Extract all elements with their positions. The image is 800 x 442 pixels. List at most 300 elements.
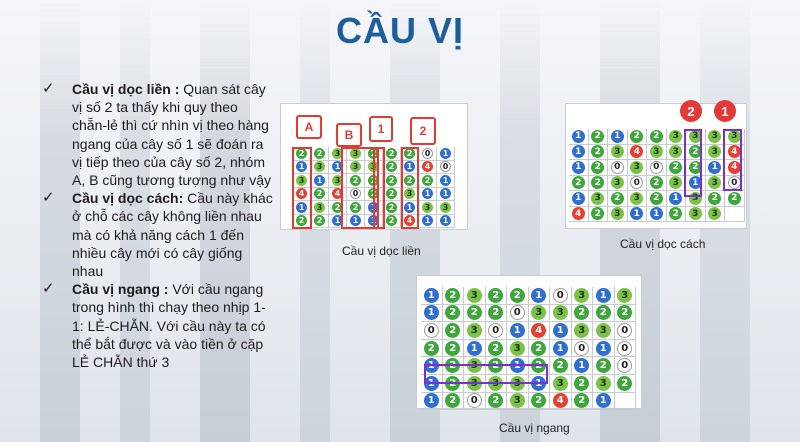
grid-cell xyxy=(464,287,486,305)
number-ball: 2 xyxy=(467,305,482,320)
grid-cell xyxy=(437,188,455,202)
number-ball: 2 xyxy=(386,202,397,213)
number-ball: 4 xyxy=(422,161,433,172)
grid-cell xyxy=(311,188,329,202)
number-ball: 1 xyxy=(531,288,546,303)
number-ball: 3 xyxy=(553,376,568,391)
number-ball: 2 xyxy=(650,130,663,143)
grid-cell xyxy=(437,147,455,161)
number-ball: 1 xyxy=(440,215,451,226)
number-ball: 3 xyxy=(332,175,343,186)
number-ball: 4 xyxy=(553,393,568,408)
number-ball: 4 xyxy=(728,161,741,174)
grid-cell xyxy=(647,129,667,145)
number-ball: 2 xyxy=(386,215,397,226)
grid-cell xyxy=(569,207,589,223)
number-ball: 1 xyxy=(404,202,415,213)
grid-cell xyxy=(589,145,609,161)
grid-cell xyxy=(572,375,594,393)
grid-cell xyxy=(628,191,648,207)
number-ball: 1 xyxy=(368,202,379,213)
grid-cell xyxy=(593,375,615,393)
number-ball: 1 xyxy=(572,192,585,205)
caption-doc-cach: Cầu vị dọc cách xyxy=(620,237,706,251)
grid-cell xyxy=(421,305,443,323)
number-ball: 0 xyxy=(510,305,525,320)
grid-cell xyxy=(615,357,637,375)
grid-cell xyxy=(608,145,628,161)
grid-cell xyxy=(550,357,572,375)
grid-cell xyxy=(311,201,329,215)
number-ball: 2 xyxy=(708,192,721,205)
grid-cell xyxy=(593,393,615,411)
number-ball: 1 xyxy=(531,376,546,391)
grid-cell xyxy=(572,357,594,375)
bullet-list xyxy=(42,80,274,371)
number-ball: 3 xyxy=(574,288,589,303)
grid-cell xyxy=(464,393,486,411)
grid-cell xyxy=(569,145,589,161)
number-ball: 3 xyxy=(368,161,379,172)
grid-cell xyxy=(486,305,508,323)
number-ball: 1 xyxy=(553,341,568,356)
number-ball: 3 xyxy=(650,145,663,158)
tag-2: 2 xyxy=(680,100,702,122)
number-ball: 2 xyxy=(296,148,307,159)
number-ball: 1 xyxy=(611,130,624,143)
grid-cell xyxy=(486,287,508,305)
check-icon: ✓ xyxy=(42,189,55,207)
grid-cell xyxy=(593,305,615,323)
number-ball: 0 xyxy=(467,393,482,408)
grid-cell xyxy=(421,322,443,340)
number-ball: 2 xyxy=(574,393,589,408)
number-ball: 2 xyxy=(350,175,361,186)
number-ball: 1 xyxy=(368,215,379,226)
number-ball: 3 xyxy=(467,358,482,373)
number-ball: 0 xyxy=(611,161,624,174)
number-ball: 2 xyxy=(350,202,361,213)
number-ball: 2 xyxy=(553,358,568,373)
number-ball: 3 xyxy=(689,207,702,220)
number-ball: 1 xyxy=(650,207,663,220)
number-ball: 2 xyxy=(314,148,325,159)
grid-cell xyxy=(311,215,329,229)
grid-cell xyxy=(593,287,615,305)
number-ball: 1 xyxy=(510,323,525,338)
grid-cell xyxy=(589,191,609,207)
number-ball: 0 xyxy=(553,288,568,303)
grid-cell xyxy=(311,147,329,161)
number-ball: 1 xyxy=(467,341,482,356)
number-ball: 3 xyxy=(689,130,702,143)
grid-cell xyxy=(507,305,529,323)
number-ball: 1 xyxy=(596,288,611,303)
number-ball: 2 xyxy=(445,393,460,408)
grid-cell xyxy=(569,176,589,192)
grid-cell xyxy=(419,174,437,188)
number-ball: 3 xyxy=(728,130,741,143)
number-ball: 2 xyxy=(617,305,632,320)
number-ball: 1 xyxy=(422,188,433,199)
number-ball: 1 xyxy=(424,393,439,408)
grid-cell xyxy=(628,160,648,176)
bullet-text: Quan sát cây vị số 2 ta thấy khi quy theo chẵn-lẻ thì cứ nhìn vị theo hàng ngang của cây số 1 sẽ đoán ra vị tiếp theo của cây số 2, nhóm A, B cũng tương tượng như vậy xyxy=(72,81,272,189)
tag-a: A xyxy=(296,115,322,139)
number-ball: 2 xyxy=(591,207,604,220)
grid-cell xyxy=(593,357,615,375)
grid-cell xyxy=(383,201,401,215)
grid-cell xyxy=(725,191,745,207)
number-ball: 3 xyxy=(669,130,682,143)
number-ball: 2 xyxy=(386,175,397,186)
bullet-heading: Cầu vị dọc liền : xyxy=(72,81,180,97)
grid-cell xyxy=(486,393,508,411)
number-ball: 1 xyxy=(596,393,611,408)
number-ball: 3 xyxy=(669,145,682,158)
tag-1: 1 xyxy=(369,116,393,142)
grid-cell xyxy=(529,287,551,305)
grid-cell xyxy=(572,287,594,305)
number-ball: 3 xyxy=(467,288,482,303)
number-ball: 2 xyxy=(424,341,439,356)
grid-cell xyxy=(615,375,637,393)
number-ball: 2 xyxy=(591,176,604,189)
number-ball: 1 xyxy=(296,161,307,172)
number-ball: 3 xyxy=(708,176,721,189)
grid-cell xyxy=(647,176,667,192)
number-ball: 4 xyxy=(404,215,415,226)
grid-cell xyxy=(550,340,572,358)
number-ball: 2 xyxy=(368,148,379,159)
grid-cell xyxy=(628,145,648,161)
number-ball: 2 xyxy=(488,393,503,408)
grid-cell xyxy=(550,393,572,411)
number-ball: 2 xyxy=(572,176,585,189)
grid-cell xyxy=(628,176,648,192)
number-ball: 1 xyxy=(424,376,439,391)
number-ball: 1 xyxy=(572,145,585,158)
grid-cell xyxy=(507,287,529,305)
grid-cell xyxy=(419,161,437,175)
number-ball: 2 xyxy=(596,358,611,373)
grid-cell xyxy=(550,287,572,305)
check-icon: ✓ xyxy=(42,80,55,97)
grid-cell xyxy=(569,160,589,176)
grid-cell xyxy=(464,340,486,358)
grid-cell xyxy=(421,287,443,305)
number-ball: 1 xyxy=(572,130,585,143)
grid-cell xyxy=(593,322,615,340)
grid-cell xyxy=(608,129,628,145)
grid-cell xyxy=(647,207,667,223)
number-ball: 0 xyxy=(630,176,643,189)
number-ball: 2 xyxy=(386,148,397,159)
number-ball: 2 xyxy=(531,358,546,373)
grid-cell xyxy=(443,287,465,305)
number-ball: 2 xyxy=(445,288,460,303)
number-ball: 0 xyxy=(728,176,741,189)
number-ball: 1 xyxy=(424,358,439,373)
number-ball: 3 xyxy=(440,202,451,213)
grid-cell xyxy=(383,188,401,202)
grid-cell xyxy=(437,215,455,229)
number-ball: 3 xyxy=(617,288,632,303)
grid-cell xyxy=(421,393,443,411)
number-ball: 0 xyxy=(617,341,632,356)
number-ball: 3 xyxy=(314,161,325,172)
grid-cell xyxy=(419,147,437,161)
number-ball: 2 xyxy=(386,161,397,172)
grid-cell xyxy=(443,322,465,340)
grid-cell xyxy=(647,160,667,176)
number-ball: 1 xyxy=(572,161,585,174)
number-ball: 1 xyxy=(510,358,525,373)
grid-cell xyxy=(569,191,589,207)
number-ball: 2 xyxy=(531,341,546,356)
number-ball: 3 xyxy=(591,192,604,205)
number-ball: 3 xyxy=(510,393,525,408)
grid-cell xyxy=(628,207,648,223)
number-ball: 3 xyxy=(596,323,611,338)
number-ball: 3 xyxy=(574,323,589,338)
grid-cell xyxy=(419,215,437,229)
highlight-1 xyxy=(723,129,742,191)
highlight-2 xyxy=(684,129,702,197)
number-ball: 4 xyxy=(630,145,643,158)
tag-2: 2 xyxy=(410,117,436,145)
number-ball: 1 xyxy=(296,202,307,213)
grid-cell xyxy=(550,375,572,393)
number-ball: 3 xyxy=(630,192,643,205)
grid-cell xyxy=(628,129,648,145)
number-ball: 2 xyxy=(296,215,307,226)
grid-cell xyxy=(572,340,594,358)
grid-cell xyxy=(437,174,455,188)
highlight-a xyxy=(292,147,312,229)
number-ball: 2 xyxy=(531,393,546,408)
number-ball: 0 xyxy=(440,161,451,172)
number-ball: 0 xyxy=(574,341,589,356)
number-ball: 2 xyxy=(488,358,503,373)
grid-cell xyxy=(486,340,508,358)
number-ball: 2 xyxy=(591,145,604,158)
number-ball: 3 xyxy=(553,305,568,320)
number-ball: 3 xyxy=(611,176,624,189)
number-ball: 2 xyxy=(422,175,433,186)
number-ball: 3 xyxy=(596,376,611,391)
grid-cell xyxy=(608,176,628,192)
highlight-row xyxy=(424,364,548,384)
grid-cell xyxy=(572,393,594,411)
grid-cell xyxy=(593,340,615,358)
grid-cell xyxy=(572,305,594,323)
grid-cell xyxy=(725,207,745,223)
number-ball: 2 xyxy=(368,188,379,199)
number-ball: 2 xyxy=(669,161,682,174)
bullet-doc-cach xyxy=(42,189,274,280)
bullet-text: Với cầu ngang trong hình thì chạy theo nhịp 1-1: LẺ-CHẴN. Với cầu này ta có thể bắt được và vào tiền ở cặp LẺ CHẴN thứ 3 xyxy=(72,281,266,371)
grid-cell xyxy=(615,287,637,305)
bullet-ngang xyxy=(42,280,274,371)
number-ball: 2 xyxy=(591,161,604,174)
grid-cell xyxy=(383,147,401,161)
bullet-text: Cầu này khác ở chỗ các cây không liền nhau mà có khả năng cách 1 đến nhiều cây mới có cây giống nhau xyxy=(72,190,273,280)
number-ball: 1 xyxy=(689,176,702,189)
grid-cell xyxy=(615,322,637,340)
grid-cell xyxy=(529,322,551,340)
number-ball: 0 xyxy=(422,148,433,159)
grid-cell xyxy=(464,322,486,340)
number-ball: 2 xyxy=(404,148,415,159)
number-ball: 1 xyxy=(669,192,682,205)
number-ball: 2 xyxy=(689,145,702,158)
grid-cell xyxy=(686,207,706,223)
bullet-heading: Cầu vị dọc cách: xyxy=(72,190,184,207)
number-ball: 0 xyxy=(650,161,663,174)
grid-cell xyxy=(486,322,508,340)
number-ball: 2 xyxy=(611,192,624,205)
highlight-2 xyxy=(401,147,419,229)
number-ball: 3 xyxy=(467,323,482,338)
grid-cell xyxy=(572,322,594,340)
number-ball: 2 xyxy=(445,341,460,356)
tag-b: B xyxy=(336,123,362,147)
number-ball: 0 xyxy=(350,188,361,199)
grid-cell xyxy=(419,201,437,215)
number-ball: 1 xyxy=(553,323,568,338)
number-ball: 2 xyxy=(689,161,702,174)
bullet-heading: Cầu vị ngang : xyxy=(72,281,169,298)
number-ball: 2 xyxy=(591,130,604,143)
number-ball: 1 xyxy=(424,305,439,320)
grid-cell xyxy=(706,191,726,207)
number-ball: 3 xyxy=(422,202,433,213)
grid-cell xyxy=(421,340,443,358)
number-ball: 1 xyxy=(630,207,643,220)
grid-cell xyxy=(443,393,465,411)
number-ball: 3 xyxy=(314,202,325,213)
number-ball: 3 xyxy=(708,145,721,158)
grid-cell xyxy=(589,176,609,192)
grid-cell xyxy=(589,129,609,145)
number-ball: 2 xyxy=(574,376,589,391)
number-ball: 1 xyxy=(440,148,451,159)
number-ball: 2 xyxy=(574,305,589,320)
number-ball: 2 xyxy=(488,305,503,320)
number-ball: 0 xyxy=(488,323,503,338)
number-ball: 2 xyxy=(314,188,325,199)
grid-cell xyxy=(608,191,628,207)
number-ball: 3 xyxy=(350,161,361,172)
number-ball: 3 xyxy=(296,175,307,186)
number-ball: 4 xyxy=(296,188,307,199)
number-ball: 3 xyxy=(611,145,624,158)
number-ball: 1 xyxy=(708,161,721,174)
number-ball: 1 xyxy=(440,175,451,186)
grid-cell xyxy=(529,340,551,358)
number-ball: 1 xyxy=(424,288,439,303)
grid-cell xyxy=(615,305,637,323)
number-ball: 0 xyxy=(617,358,632,373)
number-ball: 4 xyxy=(531,323,546,338)
grid-cell xyxy=(615,340,637,358)
number-ball: 2 xyxy=(669,207,682,220)
number-ball: 2 xyxy=(650,192,663,205)
number-ball: 2 xyxy=(314,215,325,226)
result-grid xyxy=(569,129,745,222)
grid-cell xyxy=(550,305,572,323)
grid-cell xyxy=(589,160,609,176)
grid-cell xyxy=(569,129,589,145)
number-ball: 2 xyxy=(445,305,460,320)
grid-cell xyxy=(383,161,401,175)
number-ball: 1 xyxy=(404,161,415,172)
grid-cell xyxy=(550,322,572,340)
number-ball: 2 xyxy=(445,376,460,391)
number-ball: 2 xyxy=(445,323,460,338)
number-ball: 4 xyxy=(728,145,741,158)
number-ball: 2 xyxy=(617,376,632,391)
grid-cell xyxy=(383,174,401,188)
grid-cell xyxy=(311,174,329,188)
number-ball: 2 xyxy=(650,176,663,189)
grid-cell xyxy=(647,145,667,161)
number-ball: 3 xyxy=(531,305,546,320)
number-ball: 0 xyxy=(424,323,439,338)
number-ball: 3 xyxy=(350,148,361,159)
check-icon: ✓ xyxy=(42,280,55,298)
number-ball: 3 xyxy=(708,207,721,220)
number-ball: 3 xyxy=(708,130,721,143)
number-ball: 1 xyxy=(332,161,343,172)
number-ball: 1 xyxy=(574,358,589,373)
panel-doc-lien-image xyxy=(280,103,468,230)
number-ball: 3 xyxy=(332,148,343,159)
number-ball: 1 xyxy=(596,341,611,356)
grid-cell xyxy=(311,161,329,175)
grid-cell xyxy=(529,305,551,323)
number-ball: 3 xyxy=(467,376,482,391)
grid-cell xyxy=(437,201,455,215)
result-grid xyxy=(421,287,636,410)
panel-doc-cach-image xyxy=(565,103,747,229)
grid-cell xyxy=(419,188,437,202)
number-ball: 3 xyxy=(488,376,503,391)
number-ball: 3 xyxy=(689,192,702,205)
number-ball: 2 xyxy=(488,288,503,303)
caption-ngang: Cầu vị ngang xyxy=(499,421,570,435)
number-ball: 2 xyxy=(596,305,611,320)
number-ball: 3 xyxy=(404,188,415,199)
grid-cell xyxy=(608,207,628,223)
grid-cell xyxy=(383,215,401,229)
grid-cell xyxy=(615,393,637,411)
grid-cell xyxy=(437,161,455,175)
highlight-1 xyxy=(373,147,385,229)
number-ball: 2 xyxy=(332,202,343,213)
number-ball: 2 xyxy=(728,192,741,205)
number-ball: 2 xyxy=(404,175,415,186)
grid-cell xyxy=(706,207,726,223)
grid-cell xyxy=(507,322,529,340)
number-ball: 4 xyxy=(572,207,585,220)
number-ball: 0 xyxy=(617,323,632,338)
grid-cell xyxy=(507,393,529,411)
number-ball: 3 xyxy=(611,207,624,220)
page-title: CẦU VỊ xyxy=(335,10,464,51)
number-ball: 1 xyxy=(440,188,451,199)
